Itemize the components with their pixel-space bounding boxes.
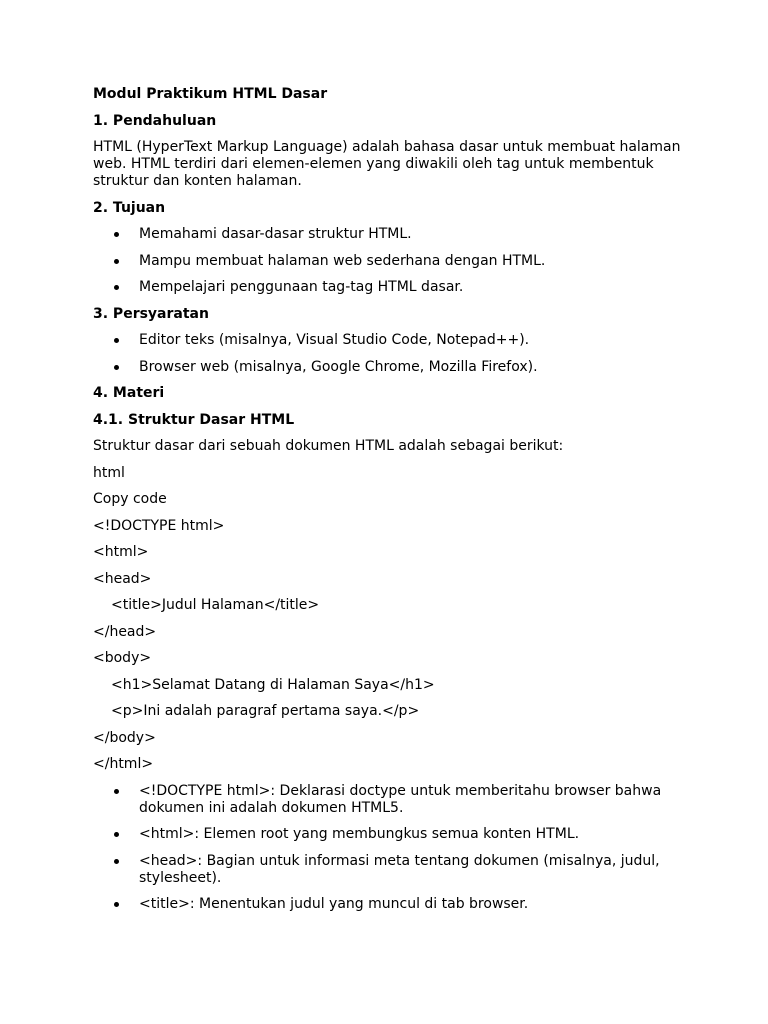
bullet-icon	[114, 832, 119, 837]
code-line: </html>	[93, 756, 154, 772]
code-line: <h1>Selamat Datang di Halaman Saya</h1>	[111, 676, 435, 693]
list-item-text: <title>: Menentukan judul yang muncul di tab browser.	[139, 896, 529, 912]
code-language-label: html	[93, 464, 125, 481]
code-line: <title>Judul Halaman</title>	[111, 597, 320, 613]
section-heading-tujuan: 2. Tujuan	[93, 199, 166, 216]
bullet-icon	[114, 365, 119, 370]
document-page	[93, 86, 683, 923]
list-item-text: <html>: Elemen root yang membungkus semua konten HTML.	[139, 826, 580, 842]
persyaratan-list	[93, 332, 683, 376]
copy-code-text: Copy code	[93, 491, 167, 507]
bullet-icon	[114, 789, 119, 794]
list-item	[93, 896, 683, 913]
tujuan-list	[93, 226, 683, 296]
section-heading-pendahuluan: 1. Pendahuluan	[93, 112, 217, 129]
pendahuluan-paragraph: HTML (HyperText Markup Language) adalah bahasa dasar untuk membuat halaman web. HTML terdiri dari elemen-elemen yang diwakili oleh tag untuk membentuk struktur dan konten halaman.	[93, 139, 685, 189]
code-line: <body>	[93, 650, 152, 666]
bullet-icon	[114, 259, 119, 264]
code-line: <!DOCTYPE html>	[93, 517, 225, 534]
code-line: <p>Ini adalah paragraf pertama saya.</p>	[111, 703, 420, 719]
list-item-text: Browser web (misalnya, Google Chrome, Mozilla Firefox).	[139, 358, 538, 375]
list-item-text: <head>: Bagian untuk informasi meta tentang dokumen (misalnya, judul, stylesheet).	[139, 852, 660, 886]
list-item-text: Editor teks (misalnya, Visual Studio Code, Notepad++).	[139, 332, 530, 348]
list-item-text: Mempelajari penggunaan tag-tag HTML dasar.	[139, 279, 464, 295]
list-item	[93, 226, 683, 243]
list-item-text: <!DOCTYPE html>: Deklarasi doctype untuk memberitahu browser bahwa dokumen ini adalah dokumen HTML5.	[139, 782, 662, 816]
list-item-text: Mampu membuat halaman web sederhana dengan HTML.	[139, 252, 546, 269]
code-block	[93, 518, 683, 774]
document-title: Modul Praktikum HTML Dasar	[93, 86, 328, 102]
list-item	[93, 359, 683, 376]
list-item	[93, 279, 683, 296]
explanation-list	[93, 783, 683, 914]
section-heading-materi: 4. Materi	[93, 385, 165, 401]
code-line: <head>	[93, 570, 152, 587]
code-line: <html>	[93, 544, 149, 560]
code-line: </head>	[93, 623, 157, 640]
code-line: </body>	[93, 729, 156, 746]
list-item	[93, 783, 683, 817]
list-item	[93, 826, 683, 843]
bullet-icon	[114, 902, 119, 907]
bullet-icon	[114, 285, 119, 290]
list-item	[93, 253, 683, 270]
list-item	[93, 853, 683, 887]
list-item	[93, 332, 683, 349]
bullet-icon	[114, 338, 119, 343]
section-heading-persyaratan: 3. Persyaratan	[93, 305, 209, 322]
list-item-text: Memahami dasar-dasar struktur HTML.	[139, 226, 412, 242]
bullet-icon	[114, 859, 119, 864]
subsection-heading-struktur: 4.1. Struktur Dasar HTML	[93, 411, 295, 428]
bullet-icon	[114, 232, 119, 237]
struktur-paragraph: Struktur dasar dari sebuah dokumen HTML adalah sebagai berikut:	[93, 438, 564, 454]
